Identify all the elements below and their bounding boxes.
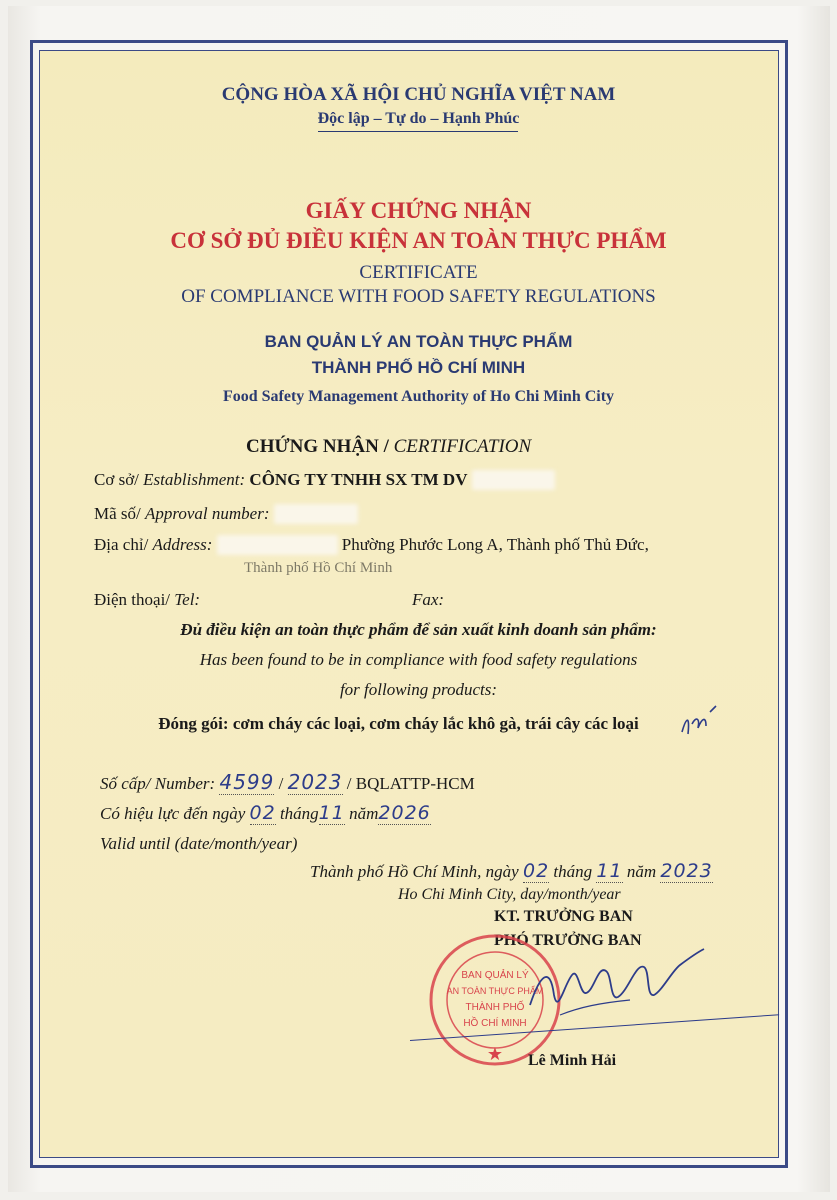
- stamp-line2: AN TOÀN THỰC PHẨM: [446, 986, 544, 996]
- certification-heading: [246, 436, 531, 458]
- issued-year-label: năm: [626, 862, 657, 881]
- establishment-value: CÔNG TY TNHH SX TM DV: [249, 470, 468, 489]
- validity-month: 11: [318, 802, 345, 824]
- authority-city-vn: THÀNH PHỐ HỒ CHÍ MINH: [311, 358, 526, 377]
- establishment-label: Cơ sở/: [94, 470, 139, 489]
- signatory-title1: KT. TRƯỞNG BAN: [494, 908, 633, 925]
- issued-year: 2023: [660, 860, 713, 882]
- address-label-en: Address:: [152, 535, 213, 554]
- signature-mark: [520, 945, 710, 1025]
- compliance-statement-en: Has been found to be in compliance with food safety regulations: [199, 650, 638, 669]
- issued-row: [310, 860, 713, 882]
- validity-row: [100, 802, 431, 824]
- issued-day: 02: [522, 860, 550, 882]
- address-line2: Thành phố Hồ Chí Minh: [244, 560, 393, 576]
- tel-label: Điện thoại/: [94, 590, 171, 609]
- approval-label: Mã số/: [94, 504, 141, 523]
- fax-label: Fax:: [412, 590, 445, 609]
- authority-name-en: Food Safety Management Authority of Ho Chi Minh City: [222, 388, 615, 405]
- certification-heading-vn: CHỨNG NHẬN /: [246, 436, 389, 457]
- number-suffix: BQLATTP-HCM: [355, 774, 475, 793]
- validity-year: 2026: [378, 802, 431, 824]
- certificate-subtitle-en: OF COMPLIANCE WITH FOOD SAFETY REGULATIONS: [181, 286, 656, 307]
- approval-label-en: Approval number:: [145, 504, 270, 523]
- number-year: 2023: [287, 770, 343, 794]
- establishment-redacted: [472, 470, 555, 490]
- number-row: Số cấp/ Number: 4599 / 2023 / BQLATTP-HCM: [100, 770, 475, 794]
- stamp-line1: BAN QUẢN LÝ: [461, 970, 529, 981]
- initials-mark: [676, 704, 724, 744]
- validity-day: 02: [249, 802, 276, 824]
- issued-place: Thành phố Hồ Chí Minh, ngày: [310, 862, 519, 881]
- signatory-title2: PHÓ TRƯỞNG BAN: [494, 932, 642, 949]
- approval-row: [94, 504, 358, 524]
- validity-month-label: tháng: [279, 804, 319, 823]
- signatory-name: Lê Minh Hải: [528, 1052, 617, 1069]
- address-label: Địa chỉ/: [94, 535, 149, 554]
- stamp-line3: THÀNH PHỐ: [465, 1002, 525, 1013]
- establishment-label-en: Establishment:: [143, 470, 246, 489]
- authority-name-vn: BAN QUẢN LÝ AN TOÀN THỰC PHẨM: [264, 332, 573, 351]
- address-row: [94, 535, 649, 555]
- products-list: Đóng gói: cơm cháy các loại, cơm cháy lắc khô gà, trái cây các loại: [158, 714, 639, 733]
- stamp-star-icon: ★: [486, 1044, 504, 1064]
- tel-row: [94, 590, 200, 610]
- motto-underline: [318, 131, 518, 132]
- number-value: 4599: [219, 770, 275, 794]
- compliance-statement-vn: Đủ điều kiện an toàn thực phẩm để sản xuất kinh doanh sản phẩm:: [180, 620, 657, 639]
- validity-label-en: Valid until (date/month/year): [100, 834, 298, 853]
- country-header: CỘNG HÒA XÃ HỘI CHỦ NGHĨA VIỆT NAM: [221, 84, 616, 105]
- address-redacted: [217, 535, 338, 555]
- certificate-title-vn: GIẤY CHỨNG NHẬN: [305, 198, 532, 223]
- validity-year-label: năm: [349, 804, 379, 823]
- certificate-title-en: CERTIFICATE: [359, 262, 478, 283]
- compliance-products-en: for following products:: [339, 680, 498, 699]
- certification-heading-en: CERTIFICATION: [393, 436, 532, 457]
- stamp-line4: HỒ CHÍ MINH: [463, 1018, 527, 1029]
- establishment-row: [94, 470, 555, 490]
- national-motto: Độc lập – Tự do – Hạnh Phúc: [317, 110, 520, 127]
- tel-label-en: Tel:: [174, 590, 201, 609]
- number-label: Số cấp/ Number:: [100, 774, 216, 793]
- validity-label: Có hiệu lực đến ngày: [100, 804, 246, 823]
- issued-label-en: Ho Chi Minh City, day/month/year: [398, 886, 621, 903]
- issued-month-label: tháng: [553, 862, 593, 881]
- address-value: Phường Phước Long A, Thành phố Thủ Đức,: [341, 535, 649, 554]
- approval-redacted: [274, 504, 358, 524]
- certificate-subtitle-vn: CƠ SỞ ĐỦ ĐIỀU KIỆN AN TOÀN THỰC PHẨM: [170, 228, 667, 253]
- issued-month: 11: [596, 860, 623, 882]
